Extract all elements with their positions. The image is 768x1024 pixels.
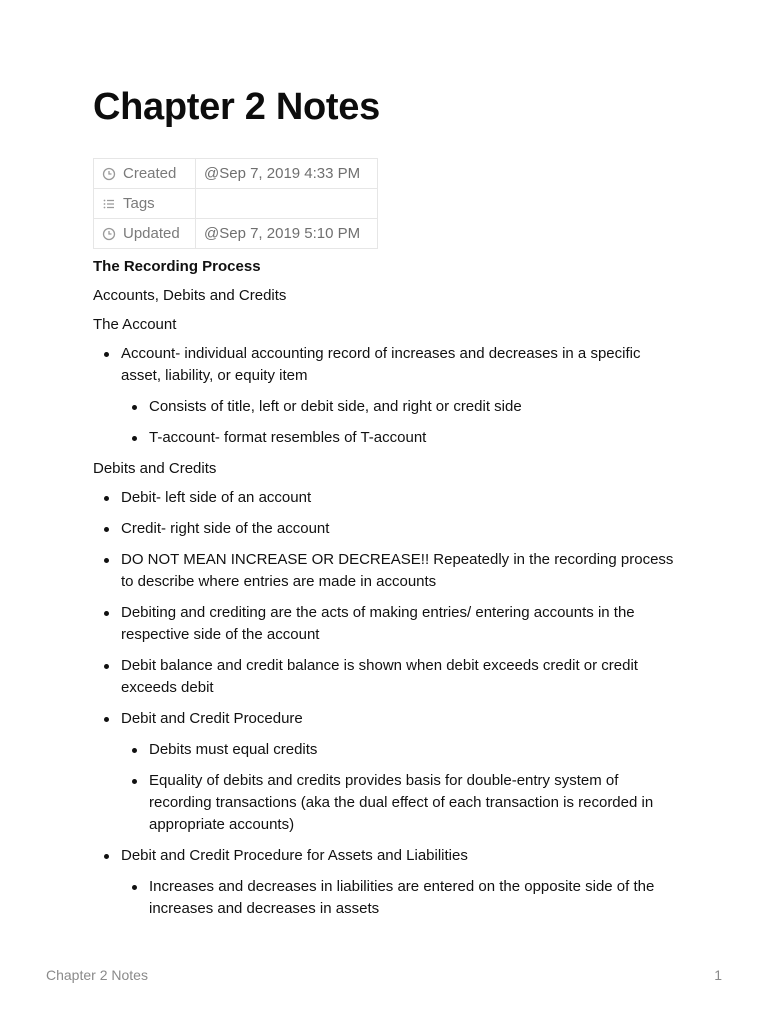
list-item-text: Debit and Credit Procedure bbox=[121, 710, 303, 727]
list-item bbox=[121, 427, 683, 449]
list-item bbox=[93, 602, 683, 646]
paragraph: Debits and Credits bbox=[93, 460, 217, 477]
list-item-text: T-account- format resembles of T-account bbox=[149, 429, 427, 446]
footer-page-number: 1 bbox=[714, 967, 722, 983]
nested-bullet-list bbox=[121, 739, 683, 836]
property-row-created bbox=[94, 159, 378, 189]
paragraph: Accounts, Debits and Credits bbox=[93, 287, 287, 304]
list-icon bbox=[102, 197, 116, 211]
list-item-text: Debit and Credit Procedure for Assets and Liabilities bbox=[121, 847, 468, 864]
list-item-text: Account- individual accounting record of increases and decreases in a specific asset, liability, or equity item bbox=[121, 345, 641, 384]
list-item-text: Consists of title, left or debit side, and right or credit side bbox=[149, 398, 522, 415]
property-row-tags bbox=[94, 189, 378, 219]
property-key-cell bbox=[94, 159, 196, 189]
property-value[interactable] bbox=[196, 189, 378, 219]
clock-icon bbox=[102, 167, 116, 181]
list-item bbox=[93, 518, 683, 540]
properties-table bbox=[93, 158, 378, 249]
list-item-text: DO NOT MEAN INCREASE OR DECREASE!! Repeatedly in the recording process to describe where entries are made in accounts bbox=[121, 551, 674, 590]
list-item bbox=[93, 343, 683, 449]
list-item bbox=[93, 845, 683, 920]
bullet-list bbox=[93, 487, 683, 920]
property-value[interactable]: @Sep 7, 2019 5:10 PM bbox=[196, 219, 378, 249]
list-item bbox=[93, 708, 683, 836]
page-title: Chapter 2 Notes bbox=[93, 86, 380, 128]
paragraph: The Account bbox=[93, 316, 177, 333]
list-item bbox=[93, 487, 683, 509]
property-key-cell bbox=[94, 219, 196, 249]
property-key: Updated bbox=[123, 225, 180, 242]
list-item bbox=[121, 739, 683, 761]
list-item bbox=[121, 770, 683, 836]
list-item-text: Debit- left side of an account bbox=[121, 489, 312, 506]
list-item bbox=[93, 655, 683, 699]
list-item-text: Credit- right side of the account bbox=[121, 520, 330, 537]
list-item-text: Debits must equal credits bbox=[149, 741, 318, 758]
bullet-list bbox=[93, 343, 683, 449]
footer-doc-title: Chapter 2 Notes bbox=[46, 967, 148, 983]
list-item bbox=[121, 876, 683, 920]
list-item-text: Increases and decreases in liabilities are entered on the opposite side of the increases and decreases in assets bbox=[149, 878, 655, 917]
list-item-text: Debit balance and credit balance is shown when debit exceeds credit or credit exceeds debit bbox=[121, 657, 638, 696]
section-heading: The Recording Process bbox=[93, 258, 261, 275]
list-item-text: Equality of debits and credits provides basis for double-entry system of recording transactions (aka the dual effect of each transaction is recorded in appropriate accounts) bbox=[149, 772, 654, 833]
list-item-text: Debiting and crediting are the acts of making entries/ entering accounts in the respective side of the account bbox=[121, 604, 635, 643]
nested-bullet-list bbox=[121, 396, 683, 449]
property-key: Tags bbox=[123, 195, 155, 212]
property-row-updated bbox=[94, 219, 378, 249]
property-value[interactable]: @Sep 7, 2019 4:33 PM bbox=[196, 159, 378, 189]
page-body bbox=[93, 256, 683, 929]
list-item bbox=[121, 396, 683, 418]
property-key-cell bbox=[94, 189, 196, 219]
property-key: Created bbox=[123, 165, 177, 182]
list-item bbox=[93, 549, 683, 593]
clock-icon bbox=[102, 227, 116, 241]
nested-bullet-list bbox=[121, 876, 683, 920]
